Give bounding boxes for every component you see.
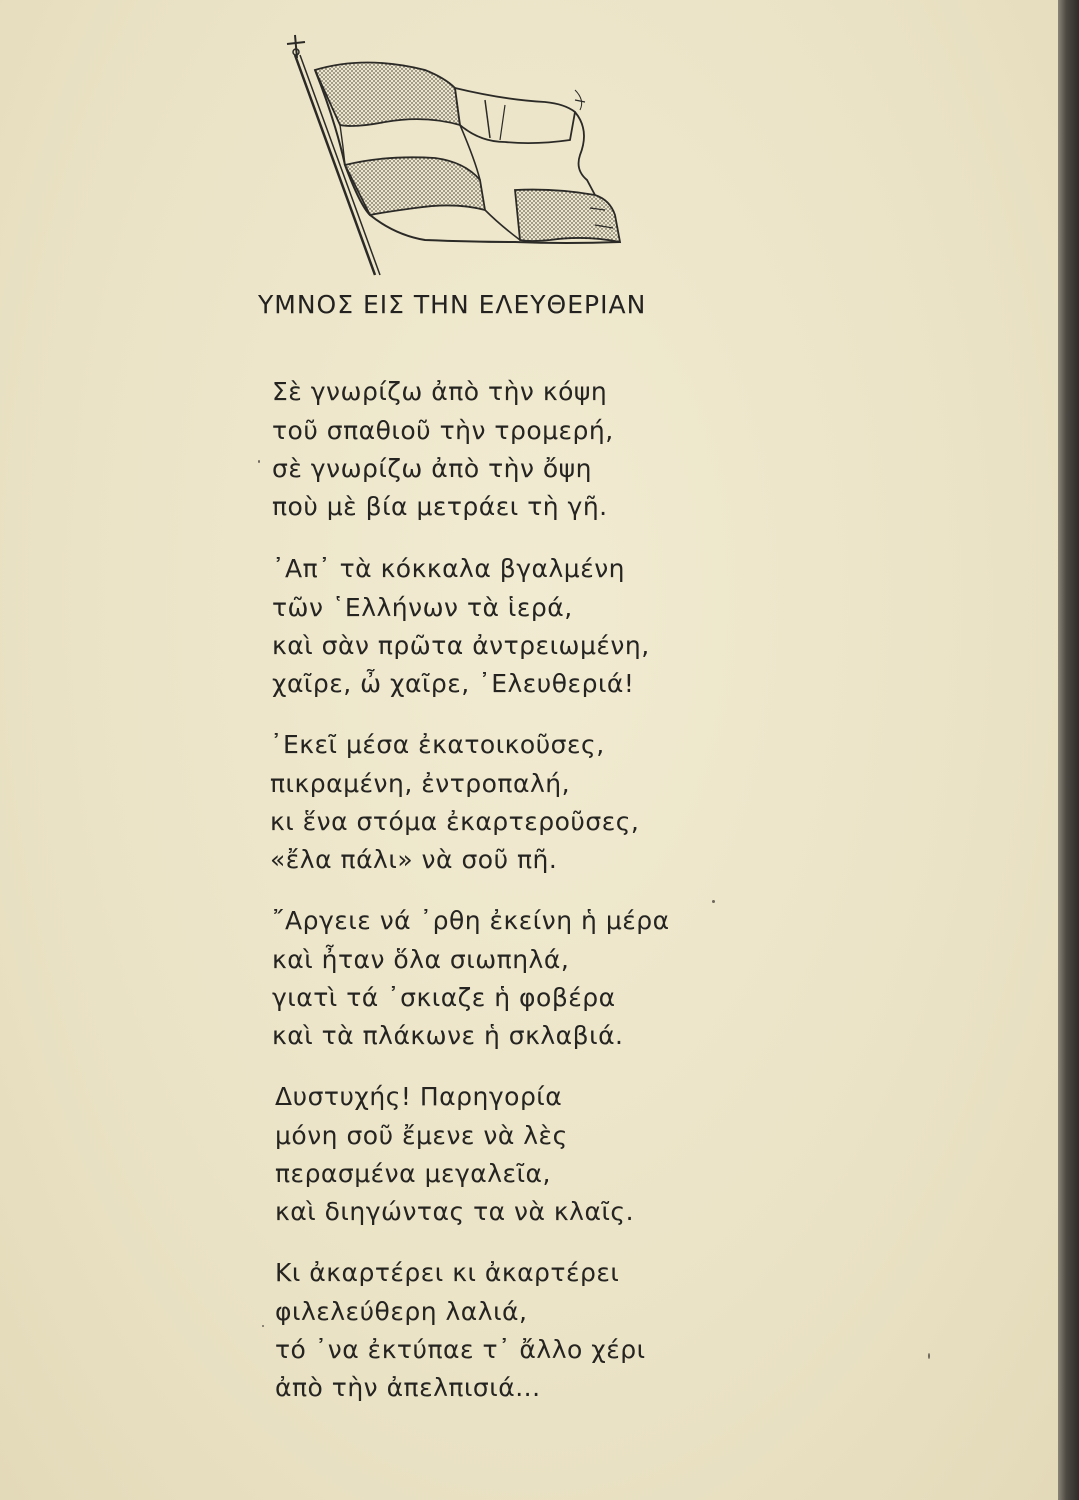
paper-speck [262,1325,264,1327]
poem-line: ᾿Απ᾿ τὰ κόκκαλα βγαλμένη [272,554,626,583]
poem-line: τοῦ σπαθιοῦ τὴν τρομερή, [272,416,614,445]
poem-line: πικραμένη, ἐντροπαλή, [270,769,571,798]
poem-line: ἀπὸ τὴν ἀπελπισιά... [275,1373,541,1402]
page-binding-edge [1058,0,1079,1500]
poem-line: μόνη σοῦ ἔμενε νὰ λὲς [275,1121,568,1150]
poem-line: περασμένα μεγαλεῖα, [275,1159,551,1188]
poem-line: καὶ ἦταν ὅλα σιωπηλά, [272,945,570,974]
document-page: ΥΜΝΟΣ ΕΙΣ ΤΗΝ ΕΛΕΥΘΕΡΙΑΝ Σὲ γνωρίζω ἀπὸ τὴν κόψη τοῦ σπαθιοῦ τὴν τρομερή, σὲ γνωρίζω ἀπὸ τὴν ὄψη ποὺ μὲ βία μετράει τὴ γῆ. ᾿Απ᾿ τὰ κόκκαλα βγαλμένη τῶν ῾Ελλήνων τὰ ἱερά, καὶ σὰν πρῶτα ἀντρειωμένη, χαῖρε, ὦ χαῖρε, ᾿Ελευθεριά! ᾿Εκεῖ μέσα ἐκατοικοῦσες, πικραμένη, ἐντροπαλή, κι ἕνα στόμα ἐκαρτεροῦσες, «ἔλα πάλι» νὰ σοῦ πῆ. ῎Αργειε νά ᾿ρθη ἐκείνη ἡ μέρα καὶ ἦταν ὅλα σιωπηλά, γιατὶ τά ᾿σκιαζε ἡ φοβέρα καὶ τὰ πλάκωνε ἡ σκλαβιά. Δυστυχής! Παρηγορία μόνη σοῦ ἔμενε νὰ λὲς περασμένα μεγαλεῖα, καὶ διηγώντας τα νὰ κλαῖς. Κι ἀκαρτέρει κι ἀκαρτέρει φιλελεύθερη λαλιά, τό ᾿να ἐκτύπαε τ᾿ ἄλλο χέρι ἀπὸ τὴν ἀπελπισιά... [0,0,1058,1500]
poem-line: χαῖρε, ὦ χαῖρε, ᾿Ελευθεριά! [272,669,635,698]
poem-line: Σὲ γνωρίζω ἀπὸ τὴν κόψη [272,377,608,406]
poem-line: ᾿Εκεῖ μέσα ἐκατοικοῦσες, [270,730,605,759]
poem-line: ποὺ μὲ βία μετράει τὴ γῆ. [272,492,608,521]
poem-line: καὶ σὰν πρῶτα ἀντρειωμένη, [272,631,650,660]
poem-line: τό ᾿να ἐκτύπαε τ᾿ ἄλλο χέρι [275,1335,646,1364]
poem-line: «ἔλα πάλι» νὰ σοῦ πῆ. [270,845,558,874]
poem-line: Κι ἀκαρτέρει κι ἀκαρτέρει [275,1258,620,1287]
poem-line: σὲ γνωρίζω ἀπὸ τὴν ὄψη [272,454,593,483]
greek-flag-illustration [275,30,635,280]
poem-line: Δυστυχής! Παρηγορία [275,1082,563,1111]
paper-speck [928,1353,930,1359]
poem-line: ῎Αργειε νά ᾿ρθη ἐκείνη ἡ μέρα [272,906,670,935]
poem-line: τῶν ῾Ελλήνων τὰ ἱερά, [272,593,573,622]
poem-line: γιατὶ τά ᾿σκιαζε ἡ φοβέρα [272,983,616,1012]
poem-line: καὶ τὰ πλάκωνε ἡ σκλαβιά. [272,1021,624,1050]
poem-line: φιλελεύθερη λαλιά, [275,1297,528,1326]
poem-line: καὶ διηγώντας τα νὰ κλαῖς. [275,1197,635,1226]
poem-line: κι ἕνα στόμα ἐκαρτεροῦσες, [270,807,640,836]
paper-speck [712,900,715,903]
paper-speck [258,460,260,463]
